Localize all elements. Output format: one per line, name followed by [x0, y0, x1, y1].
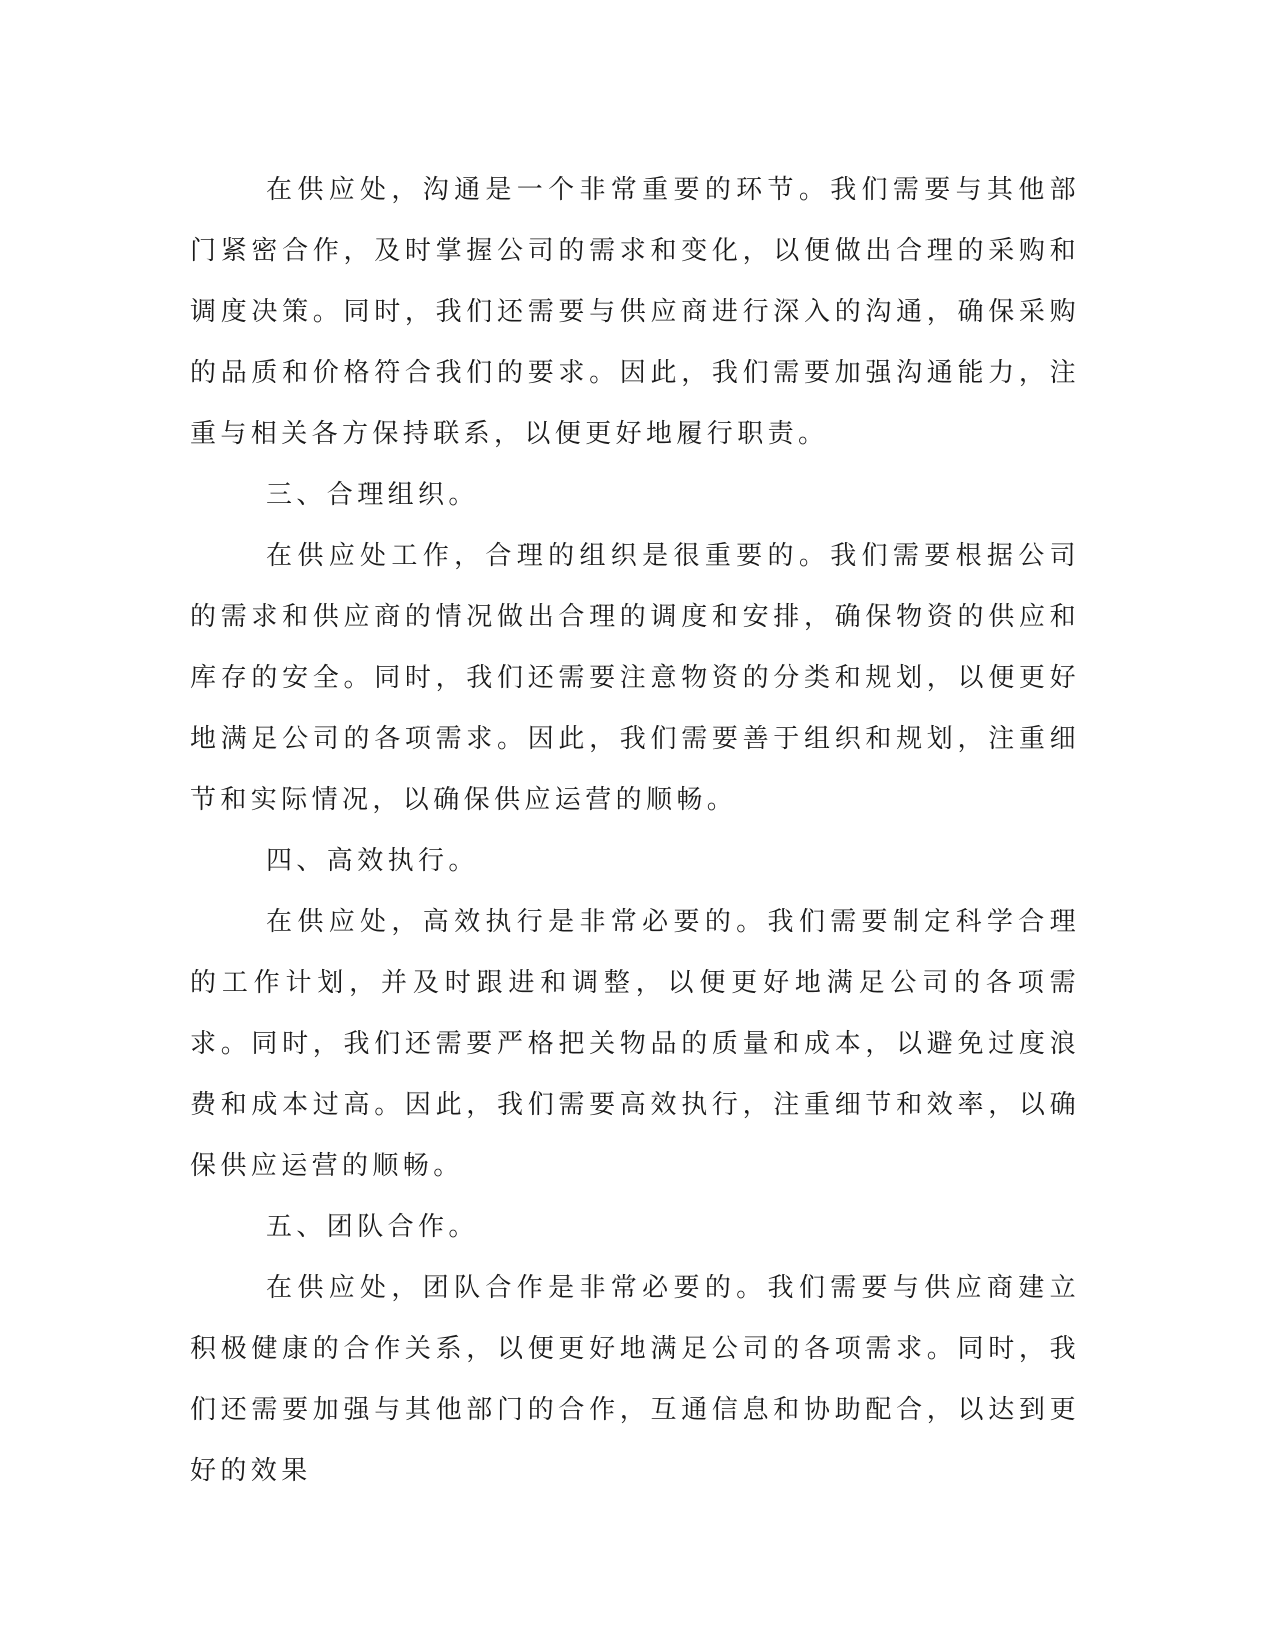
section-heading-organization: 三、合理组织。	[266, 480, 479, 510]
paragraph-organization: 在供应处工作，合理的组织是很重要的。我们需要根据公司的需求和供应商的情况做出合理的调度和安排，确保物资的供应和库存的安全。同时，我们还需要注意物资的分类和规划，以便更好地满足公司的各项需求。因此，我们需要善于组织和规划，注重细节和实际情况，以确保供应运营的顺畅。	[190, 541, 1080, 815]
paragraph-teamwork: 在供应处，团队合作是非常必要的。我们需要与供应商建立积极健康的合作关系，以便更好地满足公司的各项需求。同时，我们还需要加强与其他部门的合作，互通信息和协助配合，以达到更好的效果	[190, 1273, 1080, 1486]
document-body	[190, 160, 1080, 1502]
paragraph-execution: 在供应处，高效执行是非常必要的。我们需要制定科学合理的工作计划，并及时跟进和调整，以便更好地满足公司的各项需求。同时，我们还需要严格把关物品的质量和成本，以避免过度浪费和成本过高。因此，我们需要高效执行，注重细节和效率，以确保供应运营的顺畅。	[190, 907, 1080, 1181]
section-heading-teamwork: 五、团队合作。	[266, 1212, 479, 1242]
paragraph-communication: 在供应处，沟通是一个非常重要的环节。我们需要与其他部门紧密合作，及时掌握公司的需求和变化，以便做出合理的采购和调度决策。同时，我们还需要与供应商进行深入的沟通，确保采购的品质和价格符合我们的要求。因此，我们需要加强沟通能力，注重与相关各方保持联系，以便更好地履行职责。	[190, 175, 1080, 449]
section-heading-execution: 四、高效执行。	[266, 846, 479, 876]
